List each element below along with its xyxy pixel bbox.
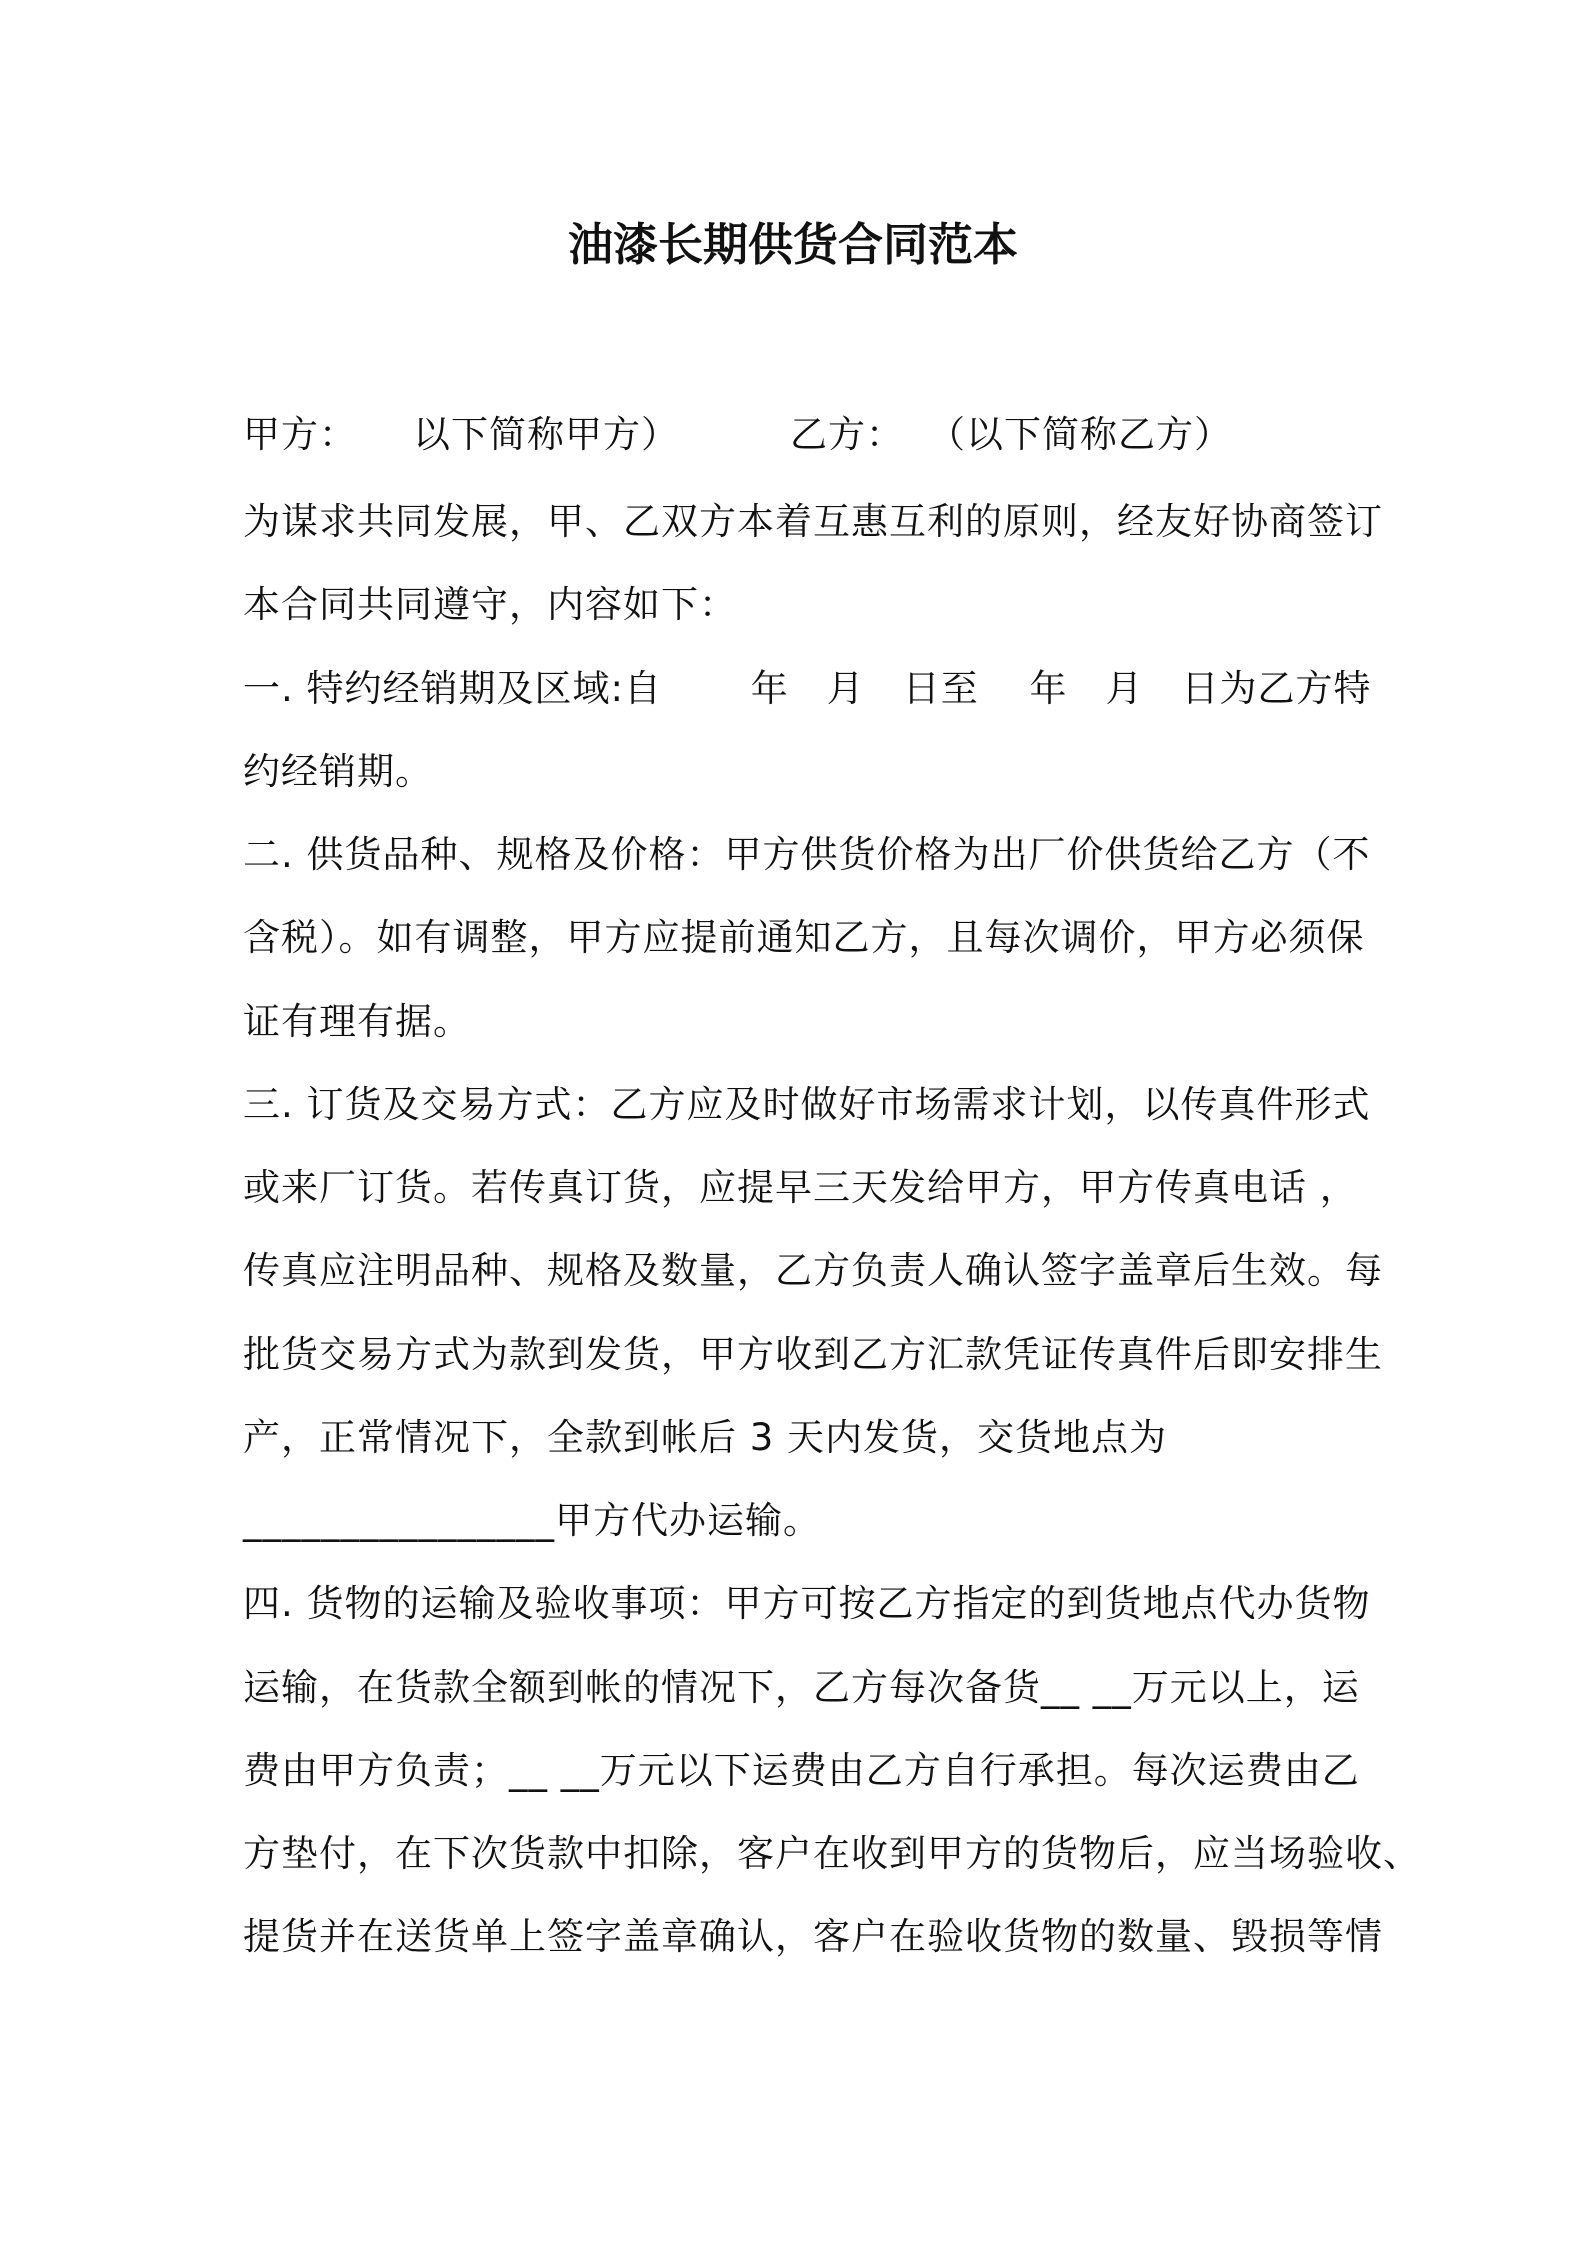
party-b-note: （以下简称乙方） (928, 413, 1232, 456)
body-line: 一. 特约经销期及区域:自 年 月 日至 年 月 日为乙方特 (243, 667, 1372, 710)
body-line: ________________甲方代办运输。 (243, 1499, 821, 1542)
body-line: 传真应注明品种、规格及数量，乙方负责人确认签字盖章后生效。每 (243, 1249, 1383, 1292)
document-title: 油漆长期供货合同范本 (567, 218, 1018, 271)
body-line: 含税）。如有调整，甲方应提前通知乙方，且每次调价，甲方必须保 (243, 916, 1365, 959)
party-a-note: 以下简称甲方） (413, 413, 679, 456)
body-line: 四. 货物的运输及验收事项：甲方可按乙方指定的到货地点代办货物 (243, 1582, 1371, 1625)
body-line: 费由甲方负责；__ __万元以下运费由乙方自行承担。每次运费由乙 (243, 1749, 1360, 1792)
body-line: 提货并在送货单上签字盖章确认，客户在验收货物的数量、毁损等情 (243, 1915, 1383, 1958)
body-line: 产，正常情况下，全款到帐后 3 天内发货，交货地点为 (243, 1416, 1168, 1459)
body-line: 约经销期。 (243, 750, 433, 793)
body-line: 为谋求共同发展，甲、乙双方本着互惠互利的原则，经友好协商签订 (243, 500, 1383, 543)
party-a-label: 甲方： (243, 413, 357, 456)
body-line: 方垫付，在下次货款中扣除，客户在收到甲方的货物后，应当场验收、 (243, 1832, 1421, 1875)
body-line: 二. 供货品种、规格及价格：甲方供货价格为出厂价供货给乙方（不 (243, 833, 1371, 876)
body-line: 或来厂订货。若传真订货，应提早三天发给甲方，甲方传真电话 ， (243, 1166, 1358, 1209)
party-b-label: 乙方： (790, 413, 904, 456)
body-line: 运输，在货款全额到帐的情况下，乙方每次备货__ __万元以上，运 (243, 1666, 1360, 1709)
body-line: 本合同共同遵守，内容如下： (243, 583, 737, 626)
body-line: 批货交易方式为款到发货，甲方收到乙方汇款凭证传真件后即安排生 (243, 1333, 1383, 1376)
body-line: 三. 订货及交易方式：乙方应及时做好市场需求计划，以传真件形式 (243, 1083, 1371, 1126)
body-line: 证有理有据。 (243, 1000, 471, 1043)
